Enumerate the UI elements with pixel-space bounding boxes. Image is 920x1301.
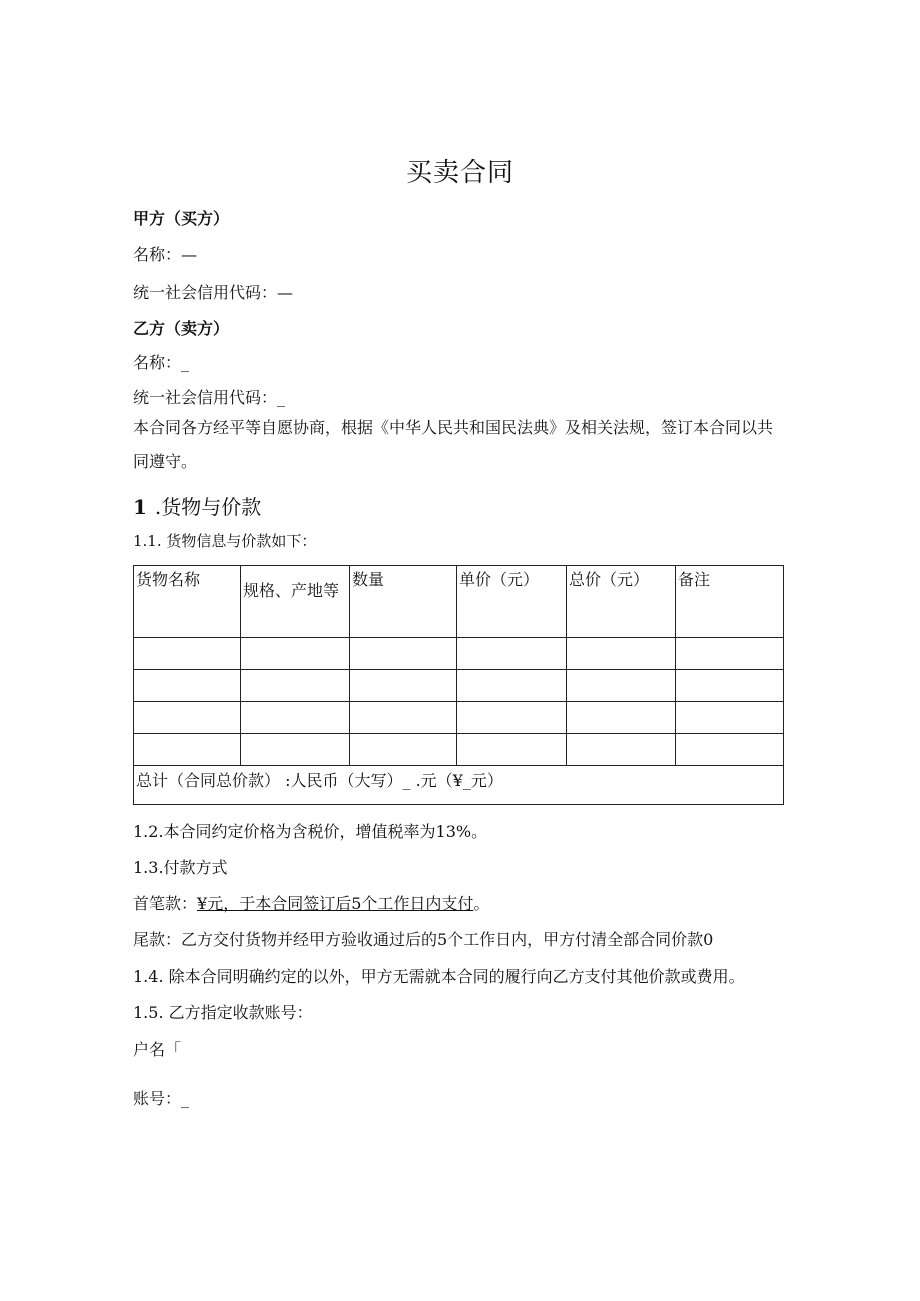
table-cell bbox=[241, 638, 350, 670]
table-cell bbox=[350, 670, 457, 702]
table-cell bbox=[567, 702, 676, 734]
first-payment bbox=[133, 891, 489, 914]
intro-paragraph: 本合同各方经平等自愿协商，根据《中华人民共和国民法典》及相关法规，签订本合同以共同遵守。 bbox=[133, 418, 774, 471]
party-b-heading: 乙方（卖方） bbox=[133, 319, 230, 338]
final-payment: 尾款：乙方交付货物并经甲方验收通过后的5个工作日内，甲方付清全部合同价款0 bbox=[133, 930, 714, 949]
first-payment-end: 。 bbox=[473, 894, 490, 913]
table-row bbox=[134, 638, 784, 670]
section-1-heading bbox=[133, 491, 261, 520]
table-cell bbox=[350, 734, 457, 766]
table-cell bbox=[134, 734, 241, 766]
party-b-name: 名称：_ bbox=[133, 353, 190, 372]
header-cell: 数量 bbox=[350, 566, 457, 638]
clause-1-3: 1.3.付款方式 bbox=[133, 858, 228, 877]
table-total-row bbox=[134, 766, 784, 805]
party-a-credit-code: 统一社会信用代码：— bbox=[133, 283, 294, 302]
table-cell bbox=[567, 670, 676, 702]
table-cell bbox=[457, 702, 567, 734]
table-row bbox=[134, 702, 784, 734]
table-cell bbox=[676, 702, 784, 734]
table-cell bbox=[567, 638, 676, 670]
first-payment-label: 首笔款： bbox=[133, 894, 198, 913]
clause-1-4: 1.4. 除本合同明确约定的以外，甲方无需就本合同的履行向乙方支付其他价款或费用。 bbox=[133, 967, 745, 986]
account-name: 户名「 bbox=[133, 1040, 182, 1059]
header-cell: 单价（元） bbox=[457, 566, 567, 638]
table-cell bbox=[134, 638, 241, 670]
document-title: 买卖合同 bbox=[405, 158, 514, 188]
table-cell bbox=[676, 734, 784, 766]
table-cell bbox=[350, 702, 457, 734]
table-row bbox=[134, 734, 784, 766]
table-cell bbox=[567, 734, 676, 766]
table-cell bbox=[457, 638, 567, 670]
table-cell bbox=[457, 734, 567, 766]
total-cell: 总计（合同总价款） :人民币（大写）_ .元（¥_元） bbox=[134, 766, 784, 805]
table-cell bbox=[676, 670, 784, 702]
table-cell bbox=[241, 670, 350, 702]
table-cell bbox=[676, 638, 784, 670]
party-a-heading: 甲方（买方） bbox=[133, 209, 230, 228]
table-header-row bbox=[134, 566, 784, 638]
table-cell bbox=[241, 702, 350, 734]
table-cell bbox=[350, 638, 457, 670]
table-row bbox=[134, 670, 784, 702]
header-cell: 备注 bbox=[676, 566, 784, 638]
clause-1-1: 1.1. 货物信息与价款如下： bbox=[133, 532, 317, 550]
table-cell bbox=[241, 734, 350, 766]
header-cell: 总价（元） bbox=[567, 566, 676, 638]
party-b-credit-code: 统一社会信用代码：_ bbox=[133, 388, 286, 407]
clause-1-5: 1.5. 乙方指定收款账号： bbox=[133, 1003, 313, 1022]
table-cell bbox=[134, 670, 241, 702]
table-cell bbox=[134, 702, 241, 734]
goods-table bbox=[133, 565, 784, 805]
party-a-name: 名称：— bbox=[133, 245, 198, 264]
section-1-number: 1 bbox=[133, 495, 147, 519]
header-cell: 货物名称 bbox=[134, 566, 241, 638]
section-1-title: .货物与价款 bbox=[154, 495, 262, 519]
clause-1-2: 1.2.本合同约定价格为含税价，增值税率为13%。 bbox=[133, 822, 488, 841]
account-number: 账号：_ bbox=[133, 1089, 190, 1108]
header-cell: 规格、产地等 bbox=[241, 566, 350, 638]
first-payment-terms: ¥元，于本合同签订后5个工作日内支付 bbox=[197, 894, 474, 913]
table-cell bbox=[457, 670, 567, 702]
